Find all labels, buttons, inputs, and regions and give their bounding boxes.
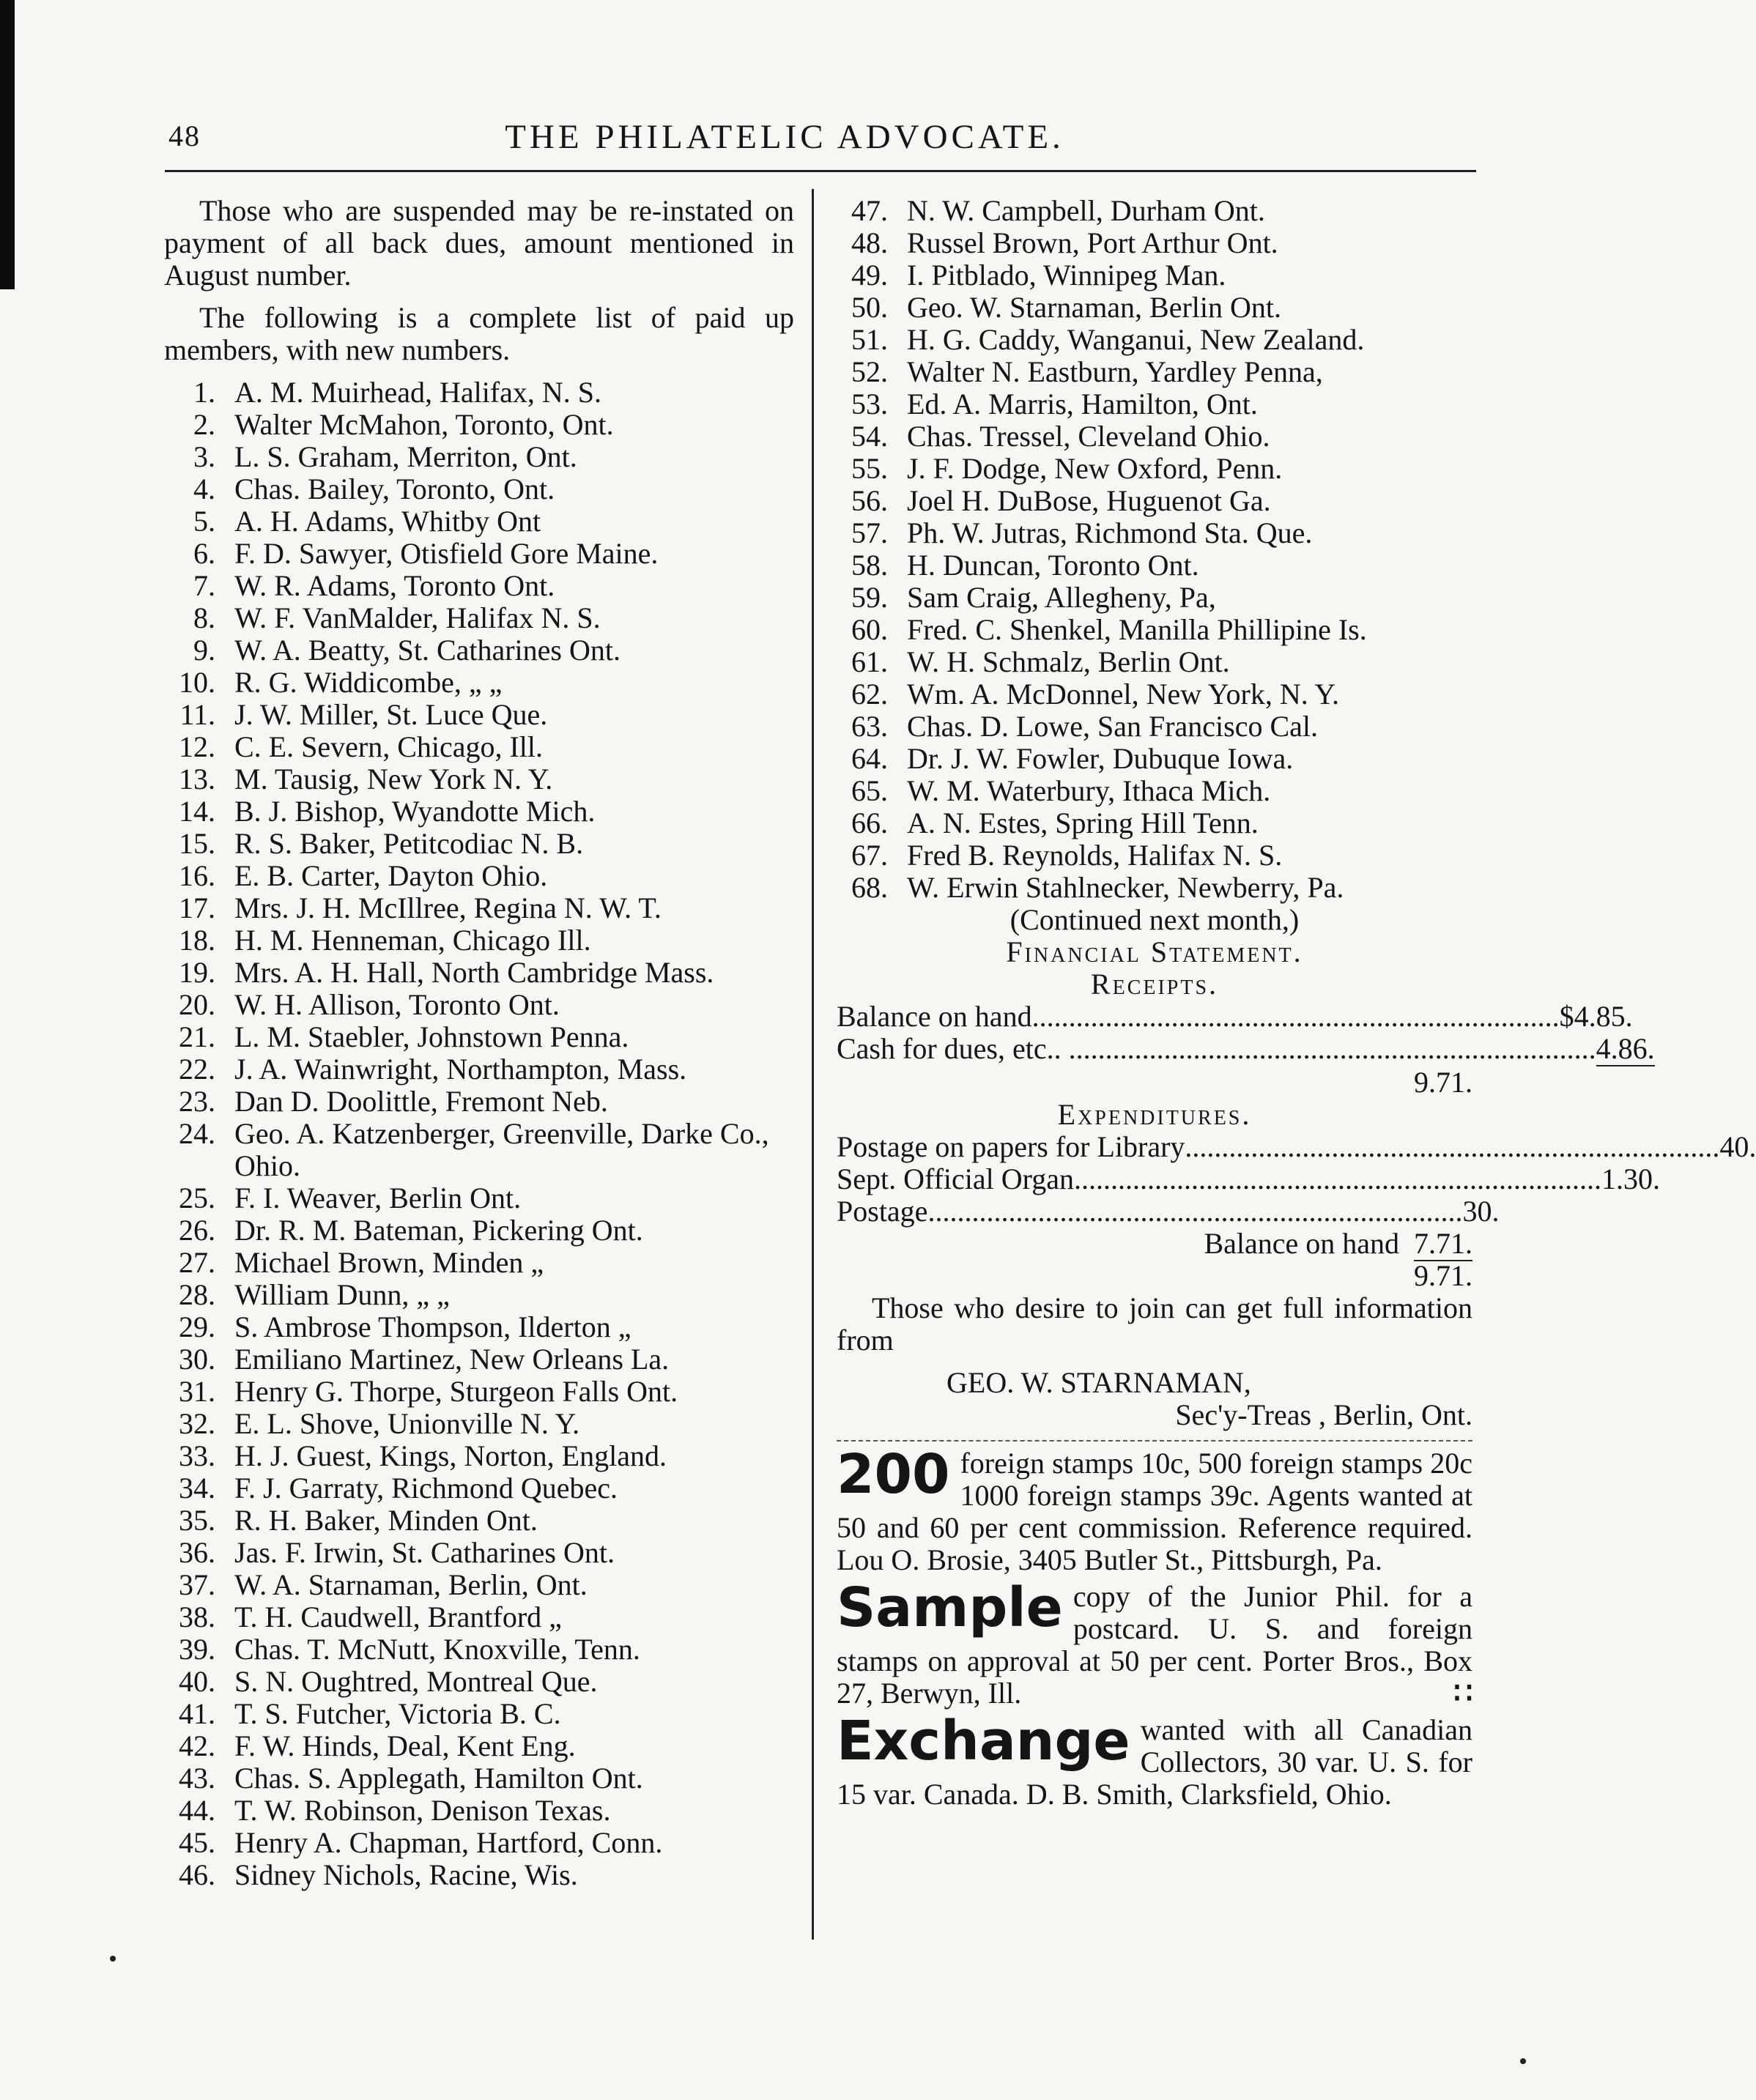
member-entry	[164, 409, 794, 441]
member-number: 9.	[193, 634, 215, 667]
financial-statement-title: Financial Statement.	[1006, 935, 1303, 968]
member-number: 60.	[851, 613, 888, 646]
member-number: 10.	[179, 666, 215, 699]
member-entry	[164, 441, 794, 473]
member-entry	[164, 1537, 794, 1569]
member-entry	[837, 549, 1472, 582]
member-number: 52.	[851, 355, 888, 388]
right-column	[837, 194, 1756, 1811]
member-entry	[164, 892, 794, 924]
member-name: H. J. Guest, Kings, Norton, England.	[234, 1439, 667, 1472]
member-name: Russel Brown, Port Arthur Ont.	[907, 226, 1278, 259]
member-name: Mrs. A. H. Hall, North Cambridge Mass.	[234, 956, 714, 989]
member-number: 53.	[851, 387, 888, 420]
member-number: 68.	[851, 871, 888, 904]
member-name: F. J. Garraty, Richmond Quebec.	[234, 1472, 618, 1504]
member-entry	[164, 1795, 794, 1827]
expenditure-amount: 1.30.	[1601, 1162, 1661, 1195]
member-name: Fred B. Reynolds, Halifax N. S.	[907, 839, 1283, 872]
member-entry	[164, 699, 794, 731]
member-name: F. W. Hinds, Deal, Kent Eng.	[234, 1729, 576, 1762]
member-name: E. L. Shove, Unionville N. Y.	[234, 1407, 580, 1440]
expenditure-label: Postage on papers for Library	[837, 1130, 1185, 1163]
leader-dots: ........................................................................	[1061, 1032, 1596, 1065]
member-number: 20.	[179, 988, 215, 1021]
member-name: Ed. A. Marris, Hamilton, Ont.	[907, 387, 1258, 420]
member-entry	[164, 989, 794, 1021]
member-entry	[837, 775, 1472, 807]
receipt-amount: $4.85.	[1559, 1000, 1633, 1033]
member-entry	[164, 860, 794, 892]
member-entry	[164, 1827, 794, 1859]
member-entry	[164, 1569, 794, 1601]
member-number: 5.	[193, 505, 215, 538]
member-entry	[164, 1472, 794, 1504]
member-entry	[164, 957, 794, 989]
member-name: Walter N. Eastburn, Yardley Penna,	[907, 355, 1323, 388]
member-number: 15.	[179, 827, 215, 860]
expenditure-amount: .40.	[1712, 1130, 1756, 1163]
member-entry	[164, 1376, 794, 1408]
ad-lead-word: Sample	[837, 1576, 1063, 1639]
member-name: Sam Craig, Allegheny, Pa,	[907, 581, 1216, 614]
balance-on-hand-row	[837, 1228, 1472, 1260]
member-entry	[837, 356, 1472, 388]
member-number: 42.	[179, 1729, 215, 1762]
member-name: R. G. Widdicombe, „ „	[234, 666, 503, 699]
member-number: 46.	[179, 1858, 215, 1891]
member-number: 21.	[179, 1020, 215, 1053]
member-name: W. Erwin Stahlnecker, Newberry, Pa.	[907, 871, 1344, 904]
member-number: 58.	[851, 549, 888, 582]
member-name: W. A. Beatty, St. Catharines Ont.	[234, 634, 620, 667]
member-name: T. W. Robinson, Denison Texas.	[234, 1794, 611, 1827]
member-number: 34.	[179, 1472, 215, 1504]
member-name: Chas. D. Lowe, San Francisco Cal.	[907, 710, 1319, 743]
member-number: 38.	[179, 1600, 215, 1633]
receipt-label: Balance on hand	[837, 1000, 1032, 1033]
member-name: L. S. Graham, Merriton, Ont.	[234, 440, 577, 473]
member-number: 56.	[851, 484, 888, 517]
member-number: 2.	[193, 408, 215, 441]
member-entry	[164, 1698, 794, 1730]
balance-label: Balance on hand	[1204, 1227, 1399, 1260]
member-entry	[837, 646, 1472, 678]
member-name: A. M. Muirhead, Halifax, N. S.	[234, 376, 602, 409]
member-entry	[837, 227, 1472, 259]
member-number: 57.	[851, 516, 888, 549]
member-number: 22.	[179, 1053, 215, 1086]
member-number: 54.	[851, 420, 888, 453]
member-number: 30.	[179, 1343, 215, 1376]
member-name: S. Ambrose Thompson, Ilderton „	[234, 1310, 631, 1343]
member-entry	[164, 731, 794, 763]
left-column	[164, 195, 794, 1891]
member-list-intro: The following is a complete list of paid up members, with new numbers.	[164, 301, 794, 366]
member-name: W. A. Starnaman, Berlin, Ont.	[234, 1568, 588, 1601]
member-entry	[164, 1086, 794, 1118]
member-entry	[164, 473, 794, 505]
member-number: 50.	[851, 291, 888, 324]
balance-amount: 7.71.	[1414, 1227, 1472, 1260]
member-number: 65.	[851, 774, 888, 807]
member-name: J. W. Miller, St. Luce Que.	[234, 698, 548, 731]
member-name: R. H. Baker, Minden Ont.	[234, 1504, 538, 1537]
member-list-left	[164, 376, 794, 1891]
member-name: Ph. W. Jutras, Richmond Sta. Que.	[907, 516, 1313, 549]
member-entry	[837, 292, 1472, 324]
receipt-row	[837, 1000, 1633, 1033]
member-name: Wm. A. McDonnel, New York, N. Y.	[907, 678, 1339, 710]
member-entry	[164, 1601, 794, 1633]
member-number: 55.	[851, 452, 888, 485]
member-number: 39.	[179, 1633, 215, 1666]
receipts-heading: Receipts.	[1090, 968, 1219, 1001]
member-entry	[164, 1247, 794, 1279]
member-name: Henry G. Thorpe, Sturgeon Falls Ont.	[234, 1375, 678, 1408]
member-entry	[164, 538, 794, 570]
member-number: 49.	[851, 259, 888, 292]
join-text: Those who desire to join can get full information from	[837, 1291, 1472, 1357]
member-name: Geo. A. Katzenberger, Greenville, Darke Co., Ohio.	[234, 1117, 769, 1182]
member-name: William Dunn, „ „	[234, 1278, 450, 1311]
member-name: Chas. Bailey, Toronto, Ont.	[234, 472, 555, 505]
member-entry	[837, 807, 1472, 839]
receipts-total: 9.71.	[1414, 1066, 1472, 1099]
member-number: 37.	[179, 1568, 215, 1601]
member-number: 19.	[179, 956, 215, 989]
member-entry	[164, 1182, 794, 1214]
member-number: 48.	[851, 226, 888, 259]
member-entry	[837, 710, 1472, 743]
ad-separator	[837, 1440, 1472, 1442]
member-name: Fred. C. Shenkel, Manilla Phillipine Is.	[907, 613, 1367, 646]
member-number: 6.	[193, 537, 215, 570]
member-entry	[164, 376, 794, 409]
member-entry	[837, 678, 1472, 710]
member-number: 3.	[193, 440, 215, 473]
expenditures-heading: Expenditures.	[1057, 1098, 1252, 1131]
member-number: 35.	[179, 1504, 215, 1537]
member-number: 45.	[179, 1826, 215, 1859]
member-name: M. Tausig, New York N. Y.	[234, 763, 553, 795]
member-name: Joel H. DuBose, Huguenot Ga.	[907, 484, 1271, 517]
member-name: Jas. F. Irwin, St. Catharines Ont.	[234, 1536, 615, 1569]
header-rule	[165, 170, 1476, 172]
member-entry	[837, 839, 1472, 872]
member-name: N. W. Campbell, Durham Ont.	[907, 194, 1265, 227]
member-number: 11.	[179, 698, 215, 731]
expenditure-amount: .30.	[1455, 1195, 1500, 1228]
member-name: W. F. VanMalder, Halifax N. S.	[234, 601, 601, 634]
member-number: 62.	[851, 678, 888, 710]
member-number: 36.	[179, 1536, 215, 1569]
member-number: 64.	[851, 742, 888, 775]
member-number: 26.	[179, 1214, 215, 1247]
member-entry	[837, 485, 1472, 517]
member-entry	[837, 614, 1472, 646]
member-number: 25.	[179, 1181, 215, 1214]
member-entry	[164, 1343, 794, 1376]
leader-dots: ........................................................................	[927, 1195, 1456, 1228]
member-entry	[837, 388, 1472, 420]
member-number: 4.	[193, 472, 215, 505]
member-name: Geo. W. Starnaman, Berlin Ont.	[907, 291, 1282, 324]
member-name: W. R. Adams, Toronto Ont.	[234, 569, 555, 602]
member-number: 59.	[851, 581, 888, 614]
member-number: 8.	[193, 601, 215, 634]
member-entry	[164, 1311, 794, 1343]
member-entry	[164, 1021, 794, 1053]
member-name: J. F. Dodge, New Oxford, Penn.	[907, 452, 1283, 485]
continued-note: (Continued next month,)	[1009, 903, 1300, 936]
leader-dots: ........................................................................	[1185, 1130, 1713, 1163]
member-number: 23.	[179, 1085, 215, 1118]
page-number: 48	[168, 119, 201, 152]
member-number: 16.	[179, 859, 215, 892]
member-entry	[164, 570, 794, 602]
member-number: 17.	[179, 891, 215, 924]
ad-exchange	[837, 1710, 1472, 1811]
member-entry	[164, 763, 794, 795]
leader-dots: ........................................................................	[1074, 1162, 1602, 1195]
member-number: 27.	[179, 1246, 215, 1279]
ad-ornament-mark: ∷	[1453, 1677, 1472, 1710]
expenditure-row	[837, 1162, 1661, 1195]
member-number: 47.	[851, 194, 888, 227]
member-name: F. I. Weaver, Berlin Ont.	[234, 1181, 522, 1214]
expenditure-label: Sept. Official Organ	[837, 1162, 1075, 1195]
member-entry	[837, 453, 1472, 485]
member-name: C. E. Severn, Chicago, Ill.	[234, 730, 544, 763]
member-name: Dr. R. M. Bateman, Pickering Ont.	[234, 1214, 643, 1247]
column-divider	[812, 189, 814, 1940]
member-entry	[164, 505, 794, 538]
member-name: Sidney Nichols, Racine, Wis.	[234, 1858, 578, 1891]
member-name: Henry A. Chapman, Hartford, Conn.	[234, 1826, 663, 1859]
member-name: W. H. Schmalz, Berlin Ont.	[907, 645, 1230, 678]
expenditures-total: 9.71.	[1414, 1259, 1472, 1292]
member-name: I. Pitblado, Winnipeg Man.	[907, 259, 1226, 292]
member-number: 66.	[851, 806, 888, 839]
scan-speck	[110, 1956, 116, 1962]
ad-text: foreign stamps 10c, 500 foreign stamps 20c 1000 foreign stamps 39c. Agents wanted at 50 and 60 per cent commission. Reference required. Lou O. Brosie, 3405 Butler St., Pittsburgh, Pa.	[837, 1447, 1472, 1576]
member-entry	[164, 634, 794, 667]
expenditure-row	[837, 1195, 1500, 1228]
member-entry	[164, 1440, 794, 1472]
member-number: 31.	[179, 1375, 215, 1408]
member-entry	[164, 1730, 794, 1762]
member-name: A. N. Estes, Spring Hill Tenn.	[907, 806, 1259, 839]
member-number: 33.	[179, 1439, 215, 1472]
member-name: S. N. Oughtred, Montreal Que.	[234, 1665, 598, 1698]
member-list-right	[837, 195, 1472, 904]
member-entry	[837, 517, 1472, 549]
ad-foreign-stamps	[837, 1443, 1472, 1576]
member-entry	[837, 420, 1472, 453]
member-entry	[164, 1118, 794, 1182]
member-entry	[164, 1633, 794, 1666]
member-entry	[164, 667, 794, 699]
member-entry	[164, 1666, 794, 1698]
member-entry	[164, 828, 794, 860]
member-name: T. S. Futcher, Victoria B. C.	[234, 1697, 561, 1730]
member-number: 18.	[179, 924, 215, 957]
member-entry	[837, 259, 1472, 292]
member-name: J. A. Wainwright, Northampton, Mass.	[234, 1053, 687, 1086]
suspension-notice: Those who are suspended may be re-instated on payment of all back dues, amount mentioned in August number.	[164, 194, 794, 292]
member-entry	[837, 324, 1472, 356]
member-name: Chas. Tressel, Cleveland Ohio.	[907, 420, 1270, 453]
member-name: R. S. Baker, Petitcodiac N. B.	[234, 827, 584, 860]
expenditure-label: Postage	[837, 1195, 928, 1228]
member-name: A. H. Adams, Whitby Ont	[234, 505, 541, 538]
member-name: Emiliano Martinez, New Orleans La.	[234, 1343, 670, 1376]
expenditure-row	[837, 1130, 1756, 1163]
member-entry	[164, 1408, 794, 1440]
member-entry	[164, 1504, 794, 1537]
member-entry	[164, 1053, 794, 1086]
ad-text: copy of the Junior Phil. for a postcard. U. S. and foreign stamps on approval at 50 per cent. Porter Bros., Box 27, Berwyn, Ill.	[837, 1580, 1472, 1710]
member-entry	[837, 872, 1472, 904]
member-entry	[164, 1214, 794, 1247]
member-name: H. G. Caddy, Wanganui, New Zealand.	[907, 323, 1365, 356]
member-entry	[164, 602, 794, 634]
member-name: Dan D. Doolittle, Fremont Neb.	[234, 1085, 608, 1118]
member-number: 41.	[179, 1697, 215, 1730]
member-number: 7.	[193, 569, 215, 602]
ad-text: wanted with all Canadian Collectors, 30 var. U. S. for 15 var. Canada. D. B. Smith, Clarksfield, Ohio.	[837, 1713, 1472, 1811]
contact-name: GEO. W. STARNAMAN,	[946, 1366, 1251, 1399]
receipt-row	[837, 1032, 1655, 1066]
member-number: 63.	[851, 710, 888, 743]
ad-lead-word: Exchange	[837, 1710, 1130, 1773]
member-number: 61.	[851, 645, 888, 678]
member-name: Michael Brown, Minden „	[234, 1246, 544, 1279]
member-name: T. H. Caudwell, Brantford „	[234, 1600, 562, 1633]
member-name: F. D. Sawyer, Otisfield Gore Maine.	[234, 537, 659, 570]
ad-lead-word: 200	[837, 1443, 950, 1506]
member-number: 12.	[179, 730, 215, 763]
contact-title: Sec'y-Treas , Berlin, Ont.	[1175, 1398, 1472, 1431]
member-entry	[164, 924, 794, 957]
member-name: Dr. J. W. Fowler, Dubuque Iowa.	[907, 742, 1294, 775]
member-name: E. B. Carter, Dayton Ohio.	[234, 859, 548, 892]
leader-dots: ........................................................................	[1031, 1000, 1560, 1033]
member-entry	[164, 1762, 794, 1795]
member-name: W. M. Waterbury, Ithaca Mich.	[907, 774, 1271, 807]
member-entry	[837, 582, 1472, 614]
member-entry	[164, 795, 794, 828]
member-name: B. J. Bishop, Wyandotte Mich.	[234, 795, 596, 828]
member-number: 40.	[179, 1665, 215, 1698]
member-name: L. M. Staebler, Johnstown Penna.	[234, 1020, 629, 1053]
ad-sample-copy	[837, 1576, 1472, 1710]
member-name: W. H. Allison, Toronto Ont.	[234, 988, 560, 1021]
member-number: 32.	[179, 1407, 215, 1440]
receipt-amount: 4.86.	[1596, 1032, 1655, 1065]
member-name: H. Duncan, Toronto Ont.	[907, 549, 1199, 582]
member-entry	[837, 743, 1472, 775]
member-number: 51.	[851, 323, 888, 356]
member-name: Walter McMahon, Toronto, Ont.	[234, 408, 614, 441]
member-number: 29.	[179, 1310, 215, 1343]
member-name: Chas. T. McNutt, Knoxville, Tenn.	[234, 1633, 640, 1666]
member-number: 28.	[179, 1278, 215, 1311]
member-name: Mrs. J. H. McIllree, Regina N. W. T.	[234, 891, 662, 924]
receipt-label: Cash for dues, etc..	[837, 1032, 1062, 1065]
page-title: THE PHILATELIC ADVOCATE.	[505, 118, 1064, 156]
member-number: 67.	[851, 839, 888, 872]
member-entry	[164, 1859, 794, 1891]
scan-speck	[1520, 2058, 1526, 2064]
member-number: 43.	[179, 1762, 215, 1795]
member-entry	[164, 1279, 794, 1311]
member-entry	[837, 195, 1472, 227]
member-number: 13.	[179, 763, 215, 795]
member-number: 44.	[179, 1794, 215, 1827]
member-number: 1.	[193, 376, 215, 409]
member-number: 24.	[179, 1117, 215, 1150]
member-number: 14.	[179, 795, 215, 828]
member-name: Chas. S. Applegath, Hamilton Ont.	[234, 1762, 643, 1795]
member-name: H. M. Henneman, Chicago Ill.	[234, 924, 591, 957]
